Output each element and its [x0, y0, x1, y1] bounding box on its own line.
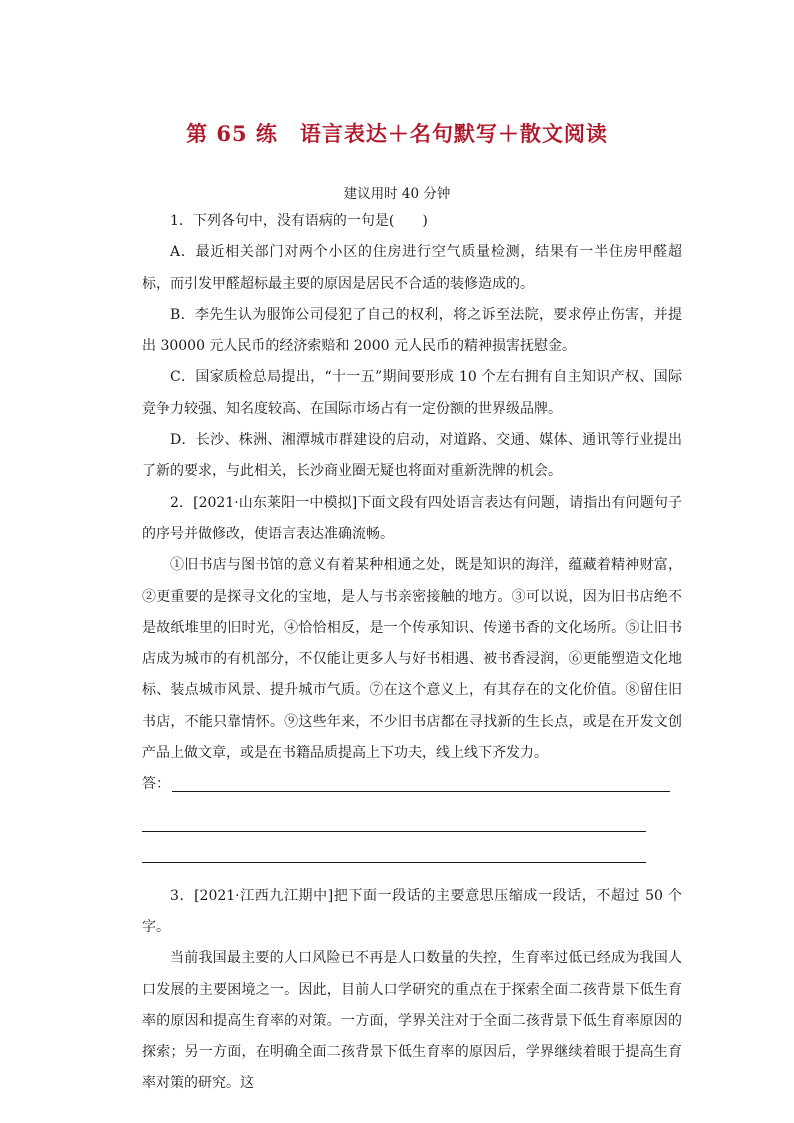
q1-option-d: D．长沙、株洲、湘潭城市群建设的启动，对道路、交通、媒体、通讯等行业提出了新的要求，与此相关，长沙商业圈无疑也将面对重新洗牌的机会。 — [142, 432, 682, 480]
q3-stem: 3．[2021·江西九江期中]把下面一段话的主要意思压缩成一段话，不超过 50 个字。 — [142, 887, 682, 935]
answer-rule-2[interactable] — [142, 831, 646, 832]
q3-passage: 当前我国最主要的人口风险已不再是人口数量的失控，生育率过低已经成为我国人口发展的主要困境之一。因此，目前人口学研究的重点在于探索全面二孩背景下低生育率的原因和提高生育率的对策。一方面，学界关注对于全面二孩背景下低生育率原因的探索；另一方面，在明确全面二孩背景下低生育率的原因后，学界继续着眼于提高生育率对策的研究。这 — [142, 950, 682, 1092]
q2-passage: ①旧书店与图书馆的意义有着某种相通之处，既是知识的海洋，蕴藏着精神财富，②更重要的是探寻文化的宝地，是人与书亲密接触的地方。③可以说，因为旧书店绝不是故纸堆里的旧时光，④恰恰相反，是一个传承知识、传递书香的文化场所。⑤让旧书店成为城市的有机部分，不仅能让更多人与好书相遇、被书香浸润，⑥更能塑造文化地标、装点城市风景、提升城市气质。⑦在这个意义上，有其存在的文化价值。⑧留住旧书店，不能只靠情怀。⑨这些年来，不少旧书店都在寻找新的生长点，或是在开发文创产品上做文章，或是在书籍品质提高上下功夫，线上线下齐发力。 — [142, 557, 682, 762]
answer-label: 答： — [142, 776, 170, 793]
suggested-time: 建议用时 40 分钟 — [343, 186, 451, 202]
q1-option-b: B．李先生认为服饰公司侵犯了自己的权利，将之诉至法院，要求停止伤害，并提出 30000 元人民币的经济索赔和 2000 元人民币的精神损害抚慰金。 — [142, 306, 682, 355]
q2-answer-line[interactable] — [142, 769, 682, 800]
page-title: 第 65 练 语言表达＋名句默写＋散文阅读 — [186, 121, 608, 146]
answer-rule-3[interactable] — [142, 862, 646, 863]
q1-stem: 1．下列各句中，没有语病的一句是( ) — [170, 213, 428, 229]
q2-stem: 2．[2021·山东莱阳一中模拟]下面文段有四处语言表达有问题，请指出有问题句子的序号并做修改，使语言表达准确流畅。 — [142, 494, 682, 542]
content-body — [142, 206, 682, 1100]
answer-rule-1[interactable] — [172, 791, 670, 792]
q1-option-c: C．国家质检总局提出，“十一五”期间要形成 10 个左右拥有自主知识产权、国际竞争力较强、知名度较高、在国际市场占有一定份额的世界级品牌。 — [142, 369, 682, 417]
q1-option-a: A．最近相关部门对两个小区的住房进行空气质量检测，结果有一半住房甲醛超标，而引发甲醛超标最主要的原因是居民不合适的装修造成的。 — [142, 244, 682, 292]
